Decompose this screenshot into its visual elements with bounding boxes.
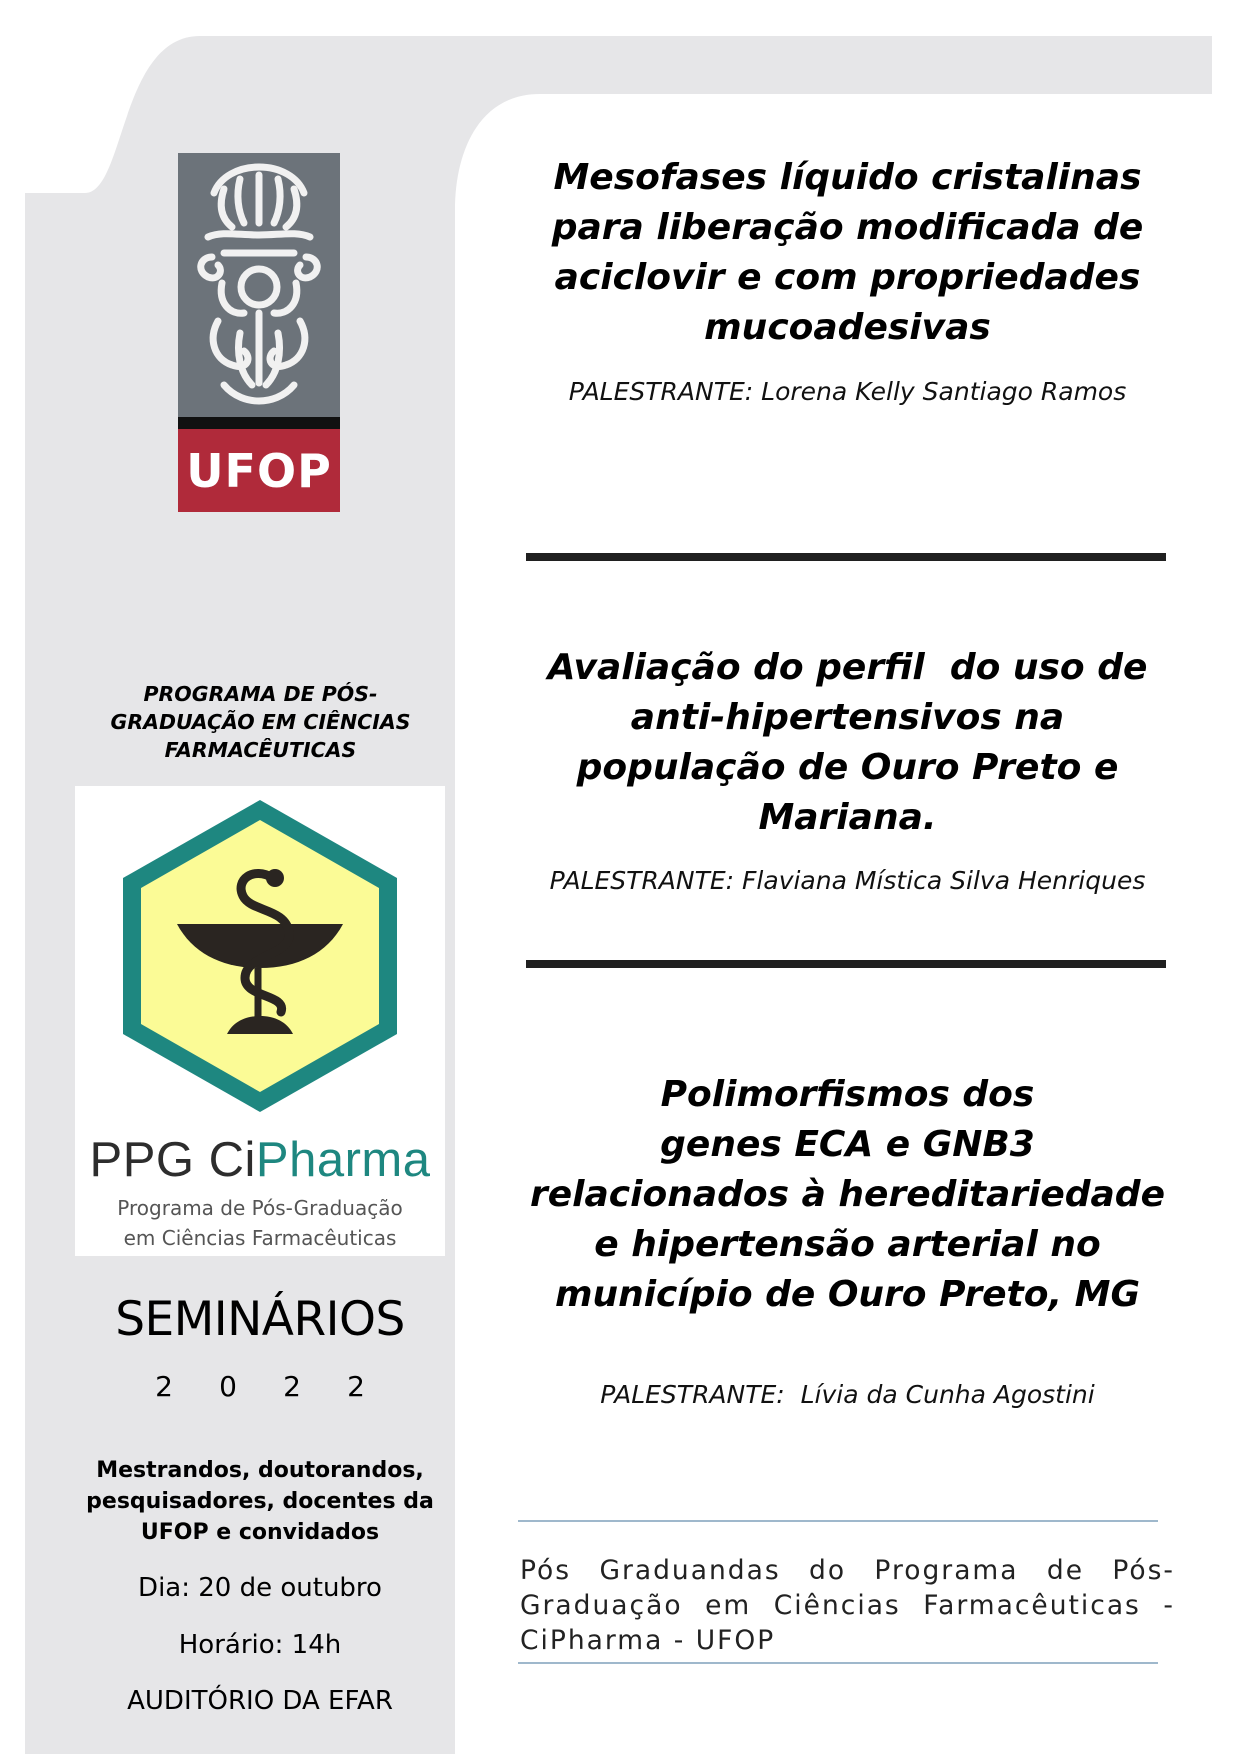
year-digit: 0 xyxy=(219,1370,237,1403)
cipharma-brand xyxy=(75,1132,445,1188)
talk-title-line: aciclovir e com propriedades xyxy=(554,257,1141,298)
talk-title-line: e hipertensão arterial no xyxy=(594,1224,1101,1265)
ufop-logo-label-box xyxy=(178,429,340,512)
talk-speaker: PALESTRANTE: Lívia da Cunha Agostini xyxy=(600,1380,1095,1409)
section-divider xyxy=(526,960,1166,968)
brand-subtitle-line2: em Ciências Farmacêuticas xyxy=(123,1226,397,1250)
talk-title-line: população de Ouro Preto e xyxy=(576,747,1119,788)
event-year xyxy=(110,1370,410,1403)
talk-title-line: relacionados à hereditariedade xyxy=(529,1174,1165,1215)
organizers-bottom-rule xyxy=(518,1662,1158,1664)
talk-title-line: anti-hipertensivos na xyxy=(630,697,1065,738)
talk-title-line: mucoadesivas xyxy=(704,307,991,348)
talk-title xyxy=(520,153,1175,353)
hexagon-bowl-of-hygieia-icon xyxy=(75,786,445,1126)
ufop-logo-band xyxy=(178,417,340,429)
talk-title xyxy=(515,1070,1180,1320)
talk-title-line: Polimorfismos dos xyxy=(660,1074,1035,1115)
audience: Mestrandos, doutorandos, pesquisadores, docentes da UFOP e convidados xyxy=(86,1458,434,1545)
ufop-logo-text: UFOP xyxy=(186,443,332,498)
ufop-logo xyxy=(178,153,340,512)
brand-subtitle-line1: Programa de Pós-Graduação xyxy=(117,1196,403,1220)
talk-title-line: Avaliação do perfil do uso de xyxy=(547,647,1148,688)
event-name: SEMINÁRIOS xyxy=(115,1292,405,1347)
organizers: Pós Graduandas do Programa de Pós-Graduação em Ciências Farmacêuticas - CiPharma - UFOP xyxy=(520,1555,1175,1656)
talk-title-line: para liberação modificada de xyxy=(551,207,1144,248)
talk-title xyxy=(510,643,1185,843)
organizers-top-rule xyxy=(518,1520,1158,1522)
talk-title-line: Mariana. xyxy=(758,797,937,838)
section-divider xyxy=(526,553,1166,561)
talk-title-line: genes ECA e GNB3 xyxy=(660,1124,1035,1165)
cipharma-logo xyxy=(75,786,445,1256)
year-digit: 2 xyxy=(155,1370,173,1403)
talk-title-line: município de Ouro Preto, MG xyxy=(554,1274,1141,1315)
program-title: PROGRAMA DE PÓS-GRADUAÇÃO EM CIÊNCIAS FARMACÊUTICAS xyxy=(110,682,411,762)
brand-prefix: PPG Ci xyxy=(89,1133,256,1187)
year-digit: 2 xyxy=(347,1370,365,1403)
event-time: Horário: 14h xyxy=(178,1630,342,1660)
talk-speaker: PALESTRANTE: Lorena Kelly Santiago Ramos xyxy=(568,377,1127,406)
brand-suffix: Pharma xyxy=(255,1133,431,1187)
event-venue: AUDITÓRIO DA EFAR xyxy=(127,1686,393,1716)
year-digit: 2 xyxy=(283,1370,301,1403)
talk-speaker: PALESTRANTE: Flaviana Mística Silva Henriques xyxy=(549,866,1146,895)
talk-title-line: Mesofases líquido cristalinas xyxy=(553,157,1142,198)
ionic-capital-icon xyxy=(178,153,340,417)
ufop-emblem xyxy=(178,153,340,417)
event-date: Dia: 20 de outubro xyxy=(138,1573,382,1603)
